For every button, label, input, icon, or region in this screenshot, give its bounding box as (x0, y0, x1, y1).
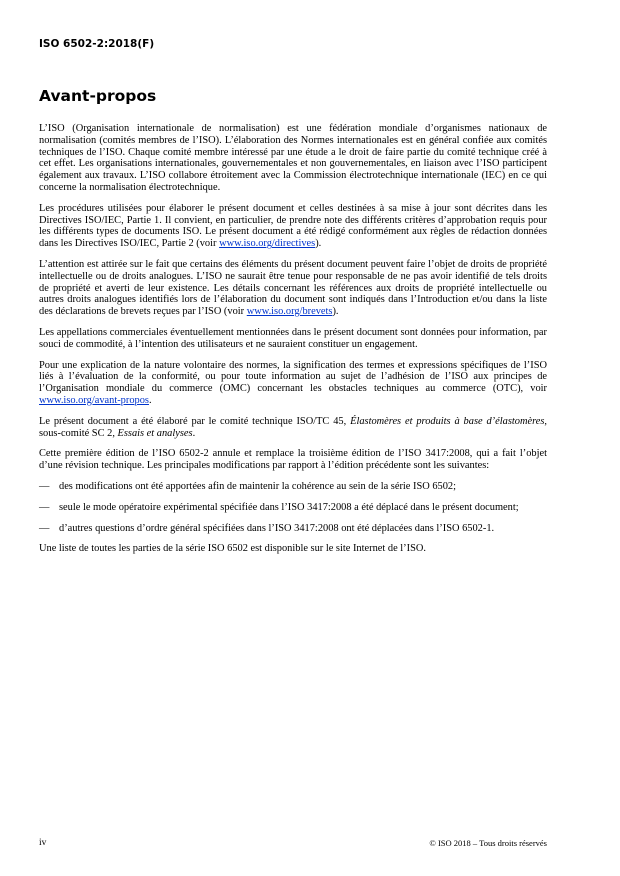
page-number: iv (39, 838, 47, 848)
committee-title: Élastomères et produits à base d’élastomères (350, 415, 545, 427)
paragraph-edition: Cette première édition de l’ISO 6502-2 annule et remplace la troisième édition de l’ISO 3417:2008, qui a fait l’objet d’une révision technique. Les principales modifications par rapport à l’édition précédente sont les suivantes: (39, 448, 547, 472)
paragraph-tail: . (192, 427, 196, 439)
paragraph-tail: ). (315, 238, 322, 250)
list-item (39, 502, 547, 514)
paragraph-tail: ). (332, 306, 339, 318)
brevets-link[interactable]: www.iso.org/brevets (246, 306, 333, 318)
document-id: ISO 6502-2:2018(F) (39, 38, 155, 50)
page-title: Avant-propos (39, 87, 157, 105)
list-item (39, 523, 547, 535)
paragraph-patents (39, 259, 547, 318)
list-item-text: des modifications ont été apportées afin de maintenir la cohérence au sein de la série ISO 6502; (59, 480, 457, 492)
paragraph-text: Les procédures utilisées pour élaborer le présent document et celles destinées à sa mise à jour sont décrites dans les Directives ISO/IEC, Partie 1. Il convient, en particulier, de prendre note des différents critères d’approbation requis pour les différents types de documents ISO. Le présent document a été rédigé conformément aux règles de rédaction données dans les Directives ISO/IEC, Partie 2 (voir (39, 202, 547, 250)
paragraph-tail: . (148, 394, 152, 406)
copyright-notice: © ISO 2018 – Tous droits réservés (429, 838, 547, 848)
paragraph-series-list: Une liste de toutes les parties de la série ISO 6502 est disponible sur le site Internet de l’ISO. (39, 543, 426, 555)
paragraph-voluntary-nature (39, 360, 547, 407)
dash-bullet: — (39, 522, 50, 534)
paragraph-committee (39, 416, 547, 440)
paragraph-text: L’attention est attirée sur le fait que certains des éléments du présent document peuvent faire l’objet de droits de propriété intellectuelle ou de droits analogues. L’ISO ne saurait être tenue pour responsable de ne pas avoir identifié de tels droits de propriété et averti de leur existence. Les détails concernant les références aux droits de propriété intellectuelle ou autres droits analogues identifiés lors de l’élaboration du document sont indiqués dans l’Introduction et/ou dans la liste des déclarations de brevets reçues par l’ISO (voir (39, 258, 547, 318)
directives-link[interactable]: www.iso.org/directives (219, 238, 316, 250)
document-body (39, 123, 547, 564)
dash-bullet: — (39, 501, 50, 513)
list-item-text: seule le mode opératoire expérimental spécifiée dans l’ISO 3417:2008 a été déplacé dans le présent document; (59, 501, 519, 513)
avant-propos-link[interactable]: www.iso.org/avant-propos (39, 394, 149, 406)
paragraph-text: Pour une explication de la nature volontaire des normes, la signification des termes et expressions spécifiques de l’ISO liés à l’évaluation de la conformité, ou pour toute information au sujet de l’adhésion de l’ISO aux principes de l’Organisation mondiale du commerce (OMC) concernant les obstacles techniques au commerce (OTC), voir (39, 359, 547, 395)
paragraph-text: Le présent document a été élaboré par le comité technique ISO/TC 45, (39, 415, 351, 427)
paragraph-trade-names: Les appellations commerciales éventuellement mentionnées dans le présent document sont données pour information, par souci de commodité, à l’intention des utilisateurs et ne sauraient constituer un engagement. (39, 326, 547, 350)
paragraph-procedures (39, 203, 547, 250)
dash-bullet: — (39, 480, 50, 492)
paragraph-iso-intro: L’ISO (Organisation internationale de normalisation) est une fédération mondiale d’organismes nationaux de normalisation (comités membres de l’ISO). L’élaboration des Normes internationales est en général confiée aux comités techniques de l’ISO. Chaque comité membre intéressé par une étude a le droit de faire partie du comité technique créé à cet effet. Les organisations internationales, gouvernementales et non gouvernementales, en liaison avec l’ISO participent également aux travaux. L’ISO collabore étroitement avec la Commission électrotechnique internationale (IEC) en ce qui concerne la normalisation électrotechnique. (39, 123, 547, 193)
list-item (39, 481, 547, 493)
list-item-text: d’autres questions d’ordre général spécifiées dans l’ISO 3417:2008 ont été déplacées dans l’ISO 6502-1. (59, 522, 495, 534)
paragraph-mid: , sous-comité SC 2, (39, 415, 547, 439)
subcommittee-title: Essais et analyses (117, 427, 193, 439)
